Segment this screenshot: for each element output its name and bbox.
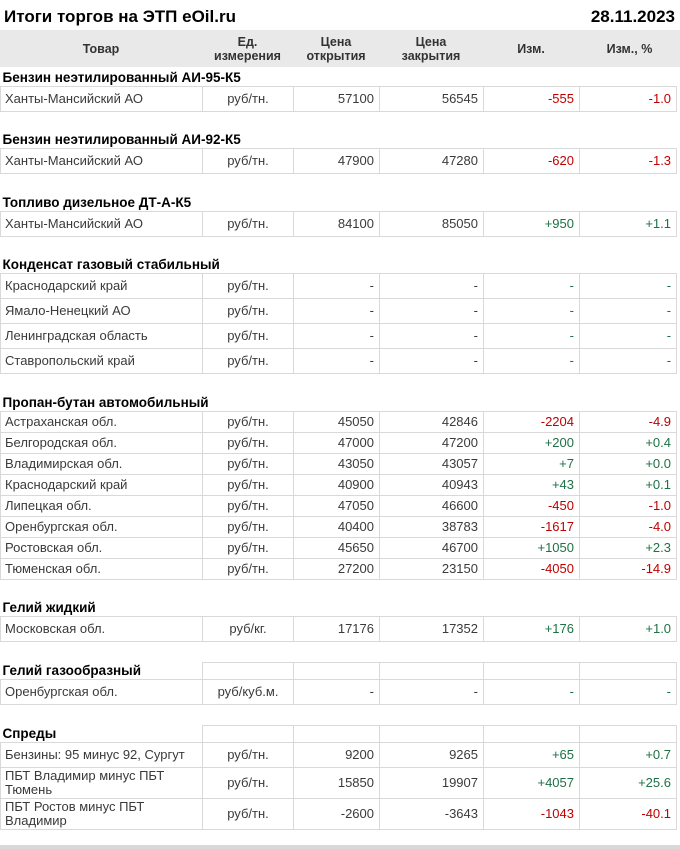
bottom-strip: [0, 845, 680, 849]
report-header: [0, 0, 680, 30]
section-table: [0, 132, 677, 175]
section-title: Бензин неэтилированный АИ-95-К5: [2, 69, 241, 85]
close-price-cell: -: [380, 299, 484, 324]
product-cell: Ханты-Мансийский АО: [1, 86, 203, 111]
open-price-cell: -: [294, 680, 380, 705]
table-row: [1, 211, 677, 236]
change-cell: +65: [484, 743, 580, 768]
change-pct-cell: -1.0: [580, 495, 677, 516]
close-price-cell: -: [380, 274, 484, 299]
change-pct-cell: +0.4: [580, 432, 677, 453]
column-header-product: Товар: [82, 41, 120, 56]
product-cell: Оренбургская обл.: [1, 516, 203, 537]
close-price-cell: 46700: [380, 537, 484, 558]
empty-cell: [484, 663, 580, 680]
change-pct-cell: -40.1: [580, 799, 677, 830]
change-cell: -: [484, 299, 580, 324]
product-cell: Московская обл.: [1, 617, 203, 642]
open-price-cell: 45650: [294, 537, 380, 558]
change-cell: -: [484, 349, 580, 374]
change-pct-cell: +0.7: [580, 743, 677, 768]
open-price-cell: -: [294, 349, 380, 374]
unit-cell: руб/тн.: [203, 324, 294, 349]
table-row: [1, 411, 677, 432]
table-row: [1, 495, 677, 516]
table-row: [1, 537, 677, 558]
close-price-cell: 46600: [380, 495, 484, 516]
close-price-cell: 17352: [380, 617, 484, 642]
table-row: [1, 86, 677, 111]
product-cell: Ростовская обл.: [1, 537, 203, 558]
close-price-cell: 23150: [380, 558, 484, 579]
close-price-cell: 43057: [380, 453, 484, 474]
unit-cell: руб/тн.: [203, 149, 294, 174]
change-pct-cell: -: [580, 299, 677, 324]
change-pct-cell: -: [580, 324, 677, 349]
change-pct-cell: -: [580, 349, 677, 374]
open-price-cell: 45050: [294, 411, 380, 432]
report-date: 28.11.2023: [590, 6, 675, 26]
column-header-change-pct: Изм., %: [606, 41, 653, 56]
table-row: [1, 349, 677, 374]
column-header-open: Цена открытия: [306, 34, 366, 63]
product-cell: Краснодарский край: [1, 474, 203, 495]
open-price-cell: 43050: [294, 453, 380, 474]
table-row: [1, 432, 677, 453]
table-row: [1, 324, 677, 349]
close-price-cell: 38783: [380, 516, 484, 537]
table-row: [1, 558, 677, 579]
change-cell: -4050: [484, 558, 580, 579]
product-section: [0, 194, 680, 237]
table-row: [1, 474, 677, 495]
product-cell: Ленинградская область: [1, 324, 203, 349]
product-cell: Бензины: 95 минус 92, Сургут: [1, 743, 203, 768]
empty-cell: [203, 663, 294, 680]
close-price-cell: -: [380, 349, 484, 374]
table-row: [1, 680, 677, 705]
table-row: [1, 743, 677, 768]
change-pct-cell: -: [580, 274, 677, 299]
change-cell: -1617: [484, 516, 580, 537]
close-price-cell: -: [380, 324, 484, 349]
table-row: [1, 274, 677, 299]
section-table: [0, 725, 677, 830]
product-cell: Астраханская обл.: [1, 411, 203, 432]
column-header-change: Изм.: [517, 41, 545, 56]
section-table: [0, 257, 677, 375]
section-table: [0, 69, 677, 112]
change-pct-cell: -1.3: [580, 149, 677, 174]
close-price-cell: 85050: [380, 211, 484, 236]
product-section: [0, 69, 680, 112]
change-cell: +176: [484, 617, 580, 642]
empty-cell: [294, 663, 380, 680]
product-cell: Белгородская обл.: [1, 432, 203, 453]
unit-cell: руб/тн.: [203, 299, 294, 324]
unit-cell: руб/тн.: [203, 516, 294, 537]
open-price-cell: 57100: [294, 86, 380, 111]
change-pct-cell: +1.1: [580, 211, 677, 236]
section-table: [0, 194, 677, 237]
product-cell: Владимирская обл.: [1, 453, 203, 474]
unit-cell: руб/тн.: [203, 768, 294, 799]
table-row: [1, 768, 677, 799]
section-title: Топливо дизельное ДТ-А-К5: [2, 194, 192, 210]
open-price-cell: 15850: [294, 768, 380, 799]
open-price-cell: 40400: [294, 516, 380, 537]
unit-cell: руб/тн.: [203, 474, 294, 495]
change-cell: -450: [484, 495, 580, 516]
product-section: [0, 600, 680, 643]
unit-cell: руб/тн.: [203, 86, 294, 111]
change-cell: -2204: [484, 411, 580, 432]
change-cell: +200: [484, 432, 580, 453]
section-table: [0, 600, 677, 643]
product-section: [0, 132, 680, 175]
unit-cell: руб/тн.: [203, 799, 294, 830]
page-title: Итоги торгов на ЭТП eOil.ru: [4, 6, 236, 26]
change-pct-cell: +25.6: [580, 768, 677, 799]
product-cell: ПБТ Ростов минус ПБТ Владимир: [1, 799, 203, 830]
product-cell: Ямало-Ненецкий АО: [1, 299, 203, 324]
product-cell: Тюменская обл.: [1, 558, 203, 579]
change-cell: -1043: [484, 799, 580, 830]
change-cell: +4057: [484, 768, 580, 799]
change-cell: +43: [484, 474, 580, 495]
product-section: [0, 257, 680, 375]
change-pct-cell: -14.9: [580, 558, 677, 579]
change-cell: +950: [484, 211, 580, 236]
table-row: [1, 453, 677, 474]
product-section: [0, 662, 680, 705]
open-price-cell: 47900: [294, 149, 380, 174]
open-price-cell: -: [294, 324, 380, 349]
change-pct-cell: +2.3: [580, 537, 677, 558]
change-pct-cell: +0.1: [580, 474, 677, 495]
unit-cell: руб/кг.: [203, 617, 294, 642]
change-cell: -: [484, 680, 580, 705]
open-price-cell: -2600: [294, 799, 380, 830]
change-pct-cell: +0.0: [580, 453, 677, 474]
table-row: [1, 516, 677, 537]
table-body: [0, 69, 680, 830]
unit-cell: руб/куб.м.: [203, 680, 294, 705]
unit-cell: руб/тн.: [203, 211, 294, 236]
empty-cell: [203, 726, 294, 743]
table-row: [1, 149, 677, 174]
unit-cell: руб/тн.: [203, 537, 294, 558]
section-title: Спреды: [2, 726, 57, 741]
change-cell: -555: [484, 86, 580, 111]
change-cell: +1050: [484, 537, 580, 558]
product-section: [0, 725, 680, 830]
change-cell: +7: [484, 453, 580, 474]
close-price-cell: 56545: [380, 86, 484, 111]
unit-cell: руб/тн.: [203, 432, 294, 453]
column-header-unit: Ед. измерения: [214, 34, 281, 63]
change-pct-cell: -4.0: [580, 516, 677, 537]
empty-cell: [580, 663, 677, 680]
change-pct-cell: -4.9: [580, 411, 677, 432]
open-price-cell: 9200: [294, 743, 380, 768]
change-cell: -620: [484, 149, 580, 174]
product-cell: Краснодарский край: [1, 274, 203, 299]
section-title: Гелий газообразный: [2, 663, 142, 678]
close-price-cell: 40943: [380, 474, 484, 495]
column-header-close: Цена закрытия: [401, 34, 461, 63]
open-price-cell: 84100: [294, 211, 380, 236]
close-price-cell: 42846: [380, 411, 484, 432]
unit-cell: руб/тн.: [203, 453, 294, 474]
change-pct-cell: -: [580, 680, 677, 705]
product-cell: Ставропольский край: [1, 349, 203, 374]
open-price-cell: 40900: [294, 474, 380, 495]
empty-cell: [380, 726, 484, 743]
product-section: [0, 394, 680, 580]
close-price-cell: -: [380, 680, 484, 705]
section-table: [0, 662, 677, 705]
table-header: [0, 30, 680, 67]
unit-cell: руб/тн.: [203, 274, 294, 299]
close-price-cell: 47280: [380, 149, 484, 174]
open-price-cell: -: [294, 274, 380, 299]
unit-cell: руб/тн.: [203, 495, 294, 516]
open-price-cell: 47000: [294, 432, 380, 453]
close-price-cell: -3643: [380, 799, 484, 830]
unit-cell: руб/тн.: [203, 743, 294, 768]
empty-cell: [484, 726, 580, 743]
change-cell: -: [484, 274, 580, 299]
open-price-cell: -: [294, 299, 380, 324]
product-cell: Ханты-Мансийский АО: [1, 149, 203, 174]
close-price-cell: 19907: [380, 768, 484, 799]
change-cell: -: [484, 324, 580, 349]
empty-cell: [380, 663, 484, 680]
open-price-cell: 27200: [294, 558, 380, 579]
section-title: Бензин неэтилированный АИ-92-К5: [2, 132, 241, 147]
product-cell: ПБТ Владимир минус ПБТ Тюмень: [1, 768, 203, 799]
product-cell: Оренбургская обл.: [1, 680, 203, 705]
close-price-cell: 47200: [380, 432, 484, 453]
product-cell: Ханты-Мансийский АО: [1, 211, 203, 236]
table-row: [1, 799, 677, 830]
section-title: Конденсат газовый стабильный: [2, 257, 220, 272]
table-row: [1, 617, 677, 642]
close-price-cell: 9265: [380, 743, 484, 768]
unit-cell: руб/тн.: [203, 411, 294, 432]
open-price-cell: 17176: [294, 617, 380, 642]
section-title: Пропан-бутан автомобильный: [2, 394, 209, 410]
unit-cell: руб/тн.: [203, 349, 294, 374]
product-cell: Липецкая обл.: [1, 495, 203, 516]
change-pct-cell: -1.0: [580, 86, 677, 111]
empty-cell: [294, 726, 380, 743]
change-pct-cell: +1.0: [580, 617, 677, 642]
open-price-cell: 47050: [294, 495, 380, 516]
empty-cell: [580, 726, 677, 743]
section-table: [0, 394, 677, 580]
section-title: Гелий жидкий: [2, 600, 96, 615]
unit-cell: руб/тн.: [203, 558, 294, 579]
table-row: [1, 299, 677, 324]
